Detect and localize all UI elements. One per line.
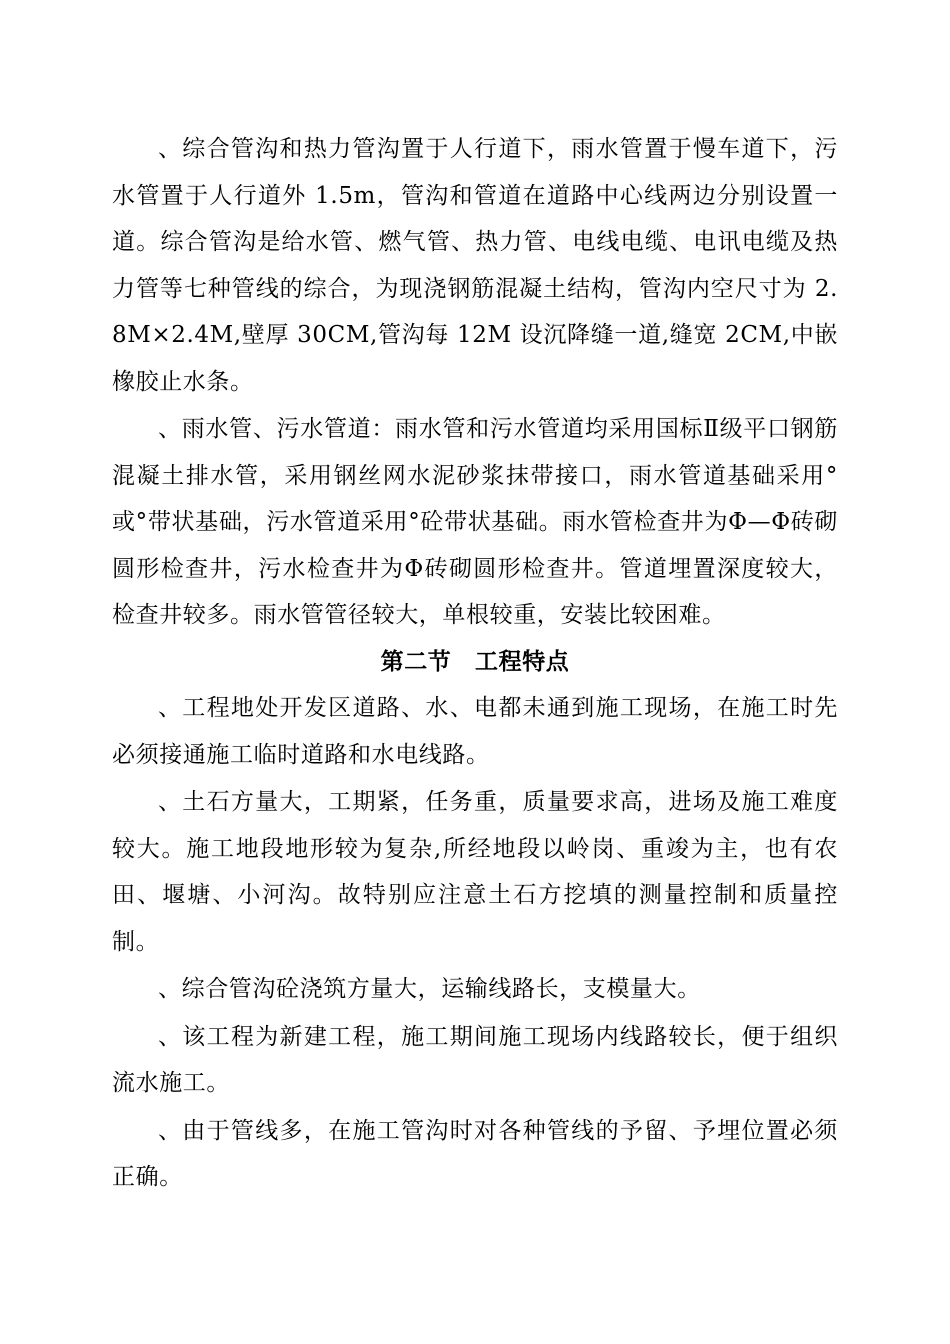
paragraph-utility-tunnel: 、综合管沟和热力管沟置于人行道下，雨水管置于慢车道下，污水管置于人行道外 1.5m，管沟和管道在道路中心线两边分别设置一道。综合管沟是给水管、燃气管、热力管、电线电缆、电讯电缆及热力管等七种管线的综合，为现浇钢筋混凝土结构，管沟内空尺寸为 2.8M×2.4M,壁厚 30CM,管沟每 12M 设沉降缝一道,缝宽 2CM,中嵌橡胶止水条。 (112, 136, 838, 395)
section-heading: 第二节 工程特点 (380, 647, 570, 675)
paragraph-flow-construction: 、该工程为新建工程，施工期间施工现场内线路较长，便于组织流水施工。 (112, 1023, 838, 1096)
paragraph-storm-sewer-pipes: 、雨水管、污水管道：雨水管和污水管道均采用国标Ⅱ级平口钢筋混凝土排水管，采用钢丝网水泥砂浆抹带接口，雨水管道基础采用°或°带状基础，污水管道采用°砼带状基础。雨水管检查井为Φ—Φ砖砌圆形检查井，污水检查井为Φ砖砌圆形检查井。管道埋置深度较大，检查井较多。雨水管管径较大，单根较重，安装比较困难。 (112, 416, 838, 628)
paragraph-pipeline-reservation: 、由于管线多，在施工管沟时对各种管线的予留、予埋位置必须正确。 (112, 1117, 838, 1190)
paragraph-earthwork: 、土石方量大，工期紧，任务重，质量要求高，进场及施工难度较大。施工地段地形较为复杂,所经地段以岭岗、重竣为主，也有农田、堰塘、小河沟。故特别应注意土石方挖填的测量控制和质量控制。 (112, 789, 838, 955)
document-page (112, 126, 838, 1201)
paragraph-site-access: 、工程地处开发区道路、水、电都未通到施工现场，在施工时先必须接通施工临时道路和水电线路。 (112, 695, 838, 768)
paragraph-concrete-pouring: 、综合管沟砼浇筑方量大，运输线路长，支模量大。 (158, 976, 701, 1002)
